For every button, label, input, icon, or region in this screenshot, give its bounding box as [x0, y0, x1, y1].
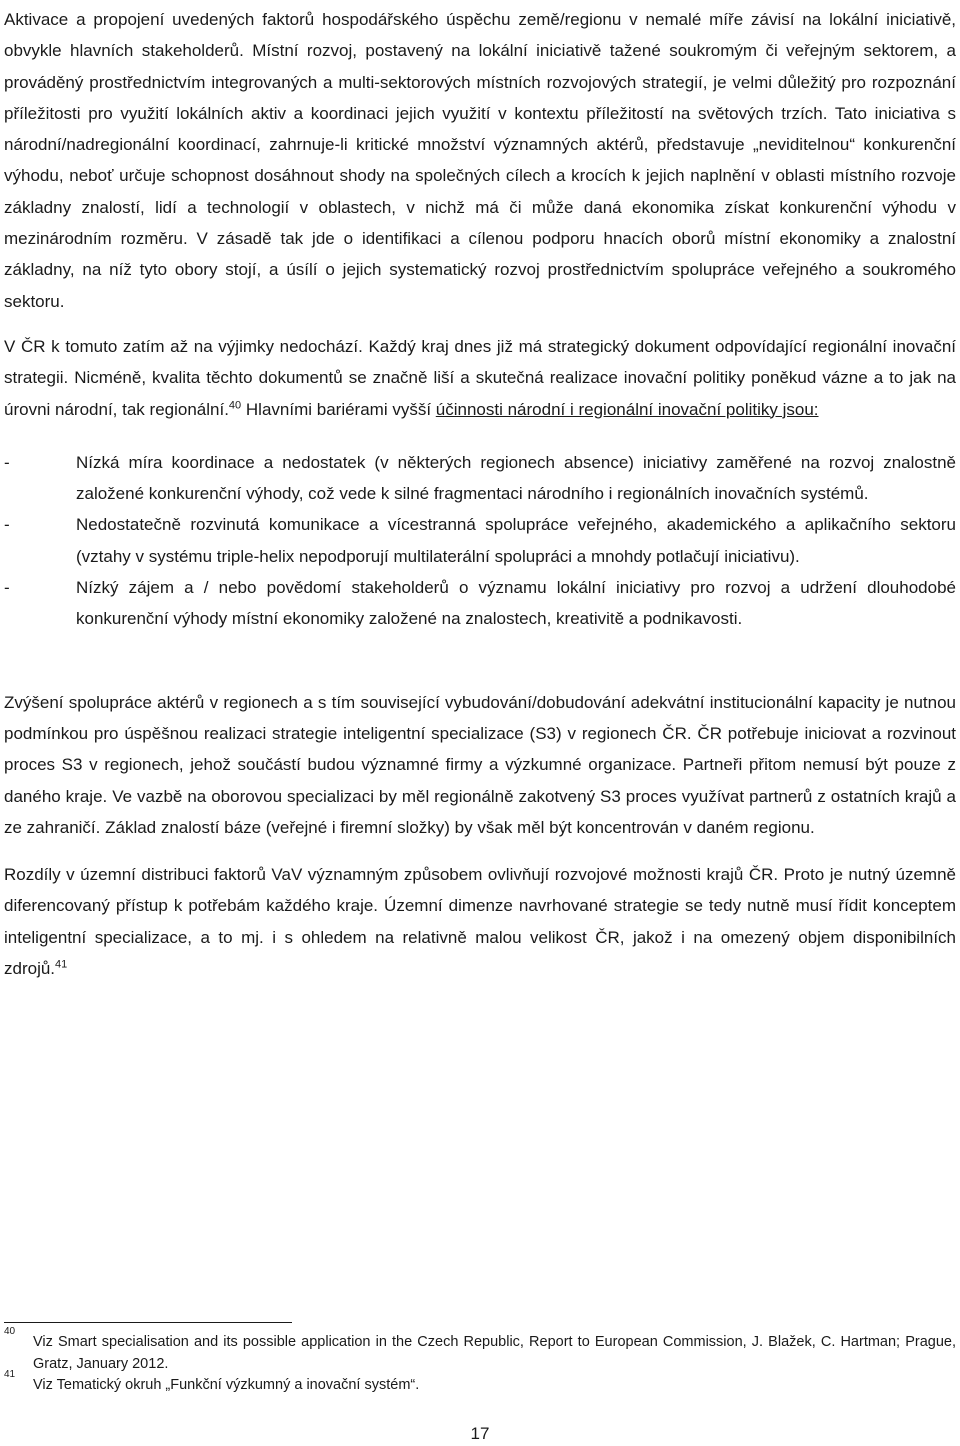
paragraph-czech-situation-text: V ČR k tomuto zatím až na výjimky nedochází. Každý kraj dnes již má strategický dokument odpovídající regionální inovační strategii. Nicméně, kvalita těchto dokumentů se značně liší a skutečná realizace inovační politiky poněkud vázne a to jak na úrovni národní, tak regionální.	[4, 336, 956, 419]
paragraph-cooperation-s3: Zvýšení spolupráce aktérů v regionech a s tím související vybudování/dobudování adekvátní institucionální kapacity je nutnou podmínkou pro úspěšnou realizaci strategie inteligentní specializace (S3) v regionech ČR. ČR potřebuje iniciovat a rozvinout proces S3 v regionech, jehož součástí budou významné firmy a výzkumné organizace. Partneři přitom nemusí být pouze z daného kraje. Ve vazbě na oborovou specializaci by měl regionálně zakotvený S3 proces využívat partnerů z ostatních krajů a ze zahraničí. Základ znalostí báze (veřejné i firemní složky) by však měl být koncentrován v daném regionu.	[4, 692, 956, 837]
footnote-41	[4, 1369, 956, 1397]
footnotes	[4, 1326, 956, 1397]
list-dash-marker: -	[4, 578, 10, 598]
paragraph-czech-situation	[4, 331, 956, 425]
footnote-text: Viz Smart specialisation and its possible application in the Czech Republic, Report to European Commission, J. Blažek, C. Hartman; Prague, Gratz, January 2012.	[33, 1334, 956, 1372]
footnote-number: 40	[4, 1326, 16, 1337]
list-item-barrier-3	[4, 572, 956, 635]
list-dash-marker: -	[4, 515, 10, 535]
barriers-intro-underlined: účinnosti národní i regionální inovační politiky jsou:	[435, 399, 819, 419]
list-dash-marker: -	[4, 452, 10, 472]
footnote-40	[4, 1326, 956, 1375]
paragraph-local-initiative: Aktivace a propojení uvedených faktorů hospodářského úspěchu země/regionu v nemalé míře závisí na lokální iniciativě, obvykle hlavních stakeholderů. Místní rozvoj, postavený na lokální iniciativě tažené soukromým či veřejným sektorem, a prováděný prostřednictvím integrovaných a multi-sektorových místních rozvojových strategií, je velmi důležitý pro rozpoznání příležitosti pro využití lokálních aktiv a koordinaci jejich využití v kontextu příležitostí na světových trzích. Tato iniciativa s národní/nadregionální koordinací, zahrnuje-li kritické množství významných aktérů, představuje „neviditelnou“ konkurenční výhodu, neboť určuje schopnost dosáhnout shody na společných cílech a krocích k jejich naplnění v oblasti místního rozvoje základny znalostí, lidí a technologií v oblastech, v nichž má či může daná ekonomika získat konkurenční výhodu v mezinárodním rozměru. V zásadě tak jde o identifikaci a cílenou podporu hnacích oborů místní ekonomiky a znalostní základny, na níž tyto obory stojí, a úsílí o jejich systematický rozvoj prostřednictvím spolupráce veřejného a soukromého sektoru.	[4, 10, 956, 311]
document-body	[4, 4, 956, 984]
list-item-barrier-1	[4, 447, 956, 510]
list-item-text: Nízká míra koordinace a nedostatek (v některých regionech absence) iniciativy zaměřené na rozvoj znalostně založené konkurenční výhody, což vede k silné fragmentaci národního i regionálních inovačních systémů.	[76, 452, 956, 504]
paragraph-czech-situation-continuation: Hlavními bariérami vyšší	[241, 399, 436, 419]
list-item-text: Nedostatečně rozvinutá komunikace a vícestranná spolupráce veřejného, akademického a aplikačního sektoru (vztahy v systému triple-helix nepodporují multilaterální spolupráci a mnohdy potlačují iniciativu).	[76, 515, 956, 566]
footnote-number: 41	[4, 1369, 16, 1380]
footnote-ref-41[interactable]: 41	[55, 958, 68, 971]
footnote-text: Viz Tematický okruh „Funkční výzkumný a inovační systém“.	[33, 1377, 420, 1393]
list-item-text: Nízký zájem a / nebo povědomí stakeholderů o významu lokální iniciativy pro rozvoj a udržení dlouhodobé konkurenční výhody místní ekonomiky založené na znalostech, kreativitě a podnikavosti.	[76, 578, 956, 629]
barriers-list	[4, 447, 956, 635]
paragraph-territorial-differences-text: Rozdíly v územní distribuci faktorů VaV významným způsobem ovlivňují rozvojové možnosti krajů ČR. Proto je nutný územně diferencovaný přístup k potřebám každého kraje. Územní dimenze navrhované strategie se tedy nutně musí řídit konceptem inteligentní specializace, a to mj. i s ohledem na relativně malou velikost ČR, jakož i na omezený objem disponibilních zdrojů.	[4, 865, 956, 979]
footnote-separator	[4, 1322, 292, 1323]
list-item-barrier-2	[4, 509, 956, 572]
page-number: 17	[470, 1424, 490, 1443]
paragraph-territorial-differences	[4, 859, 956, 984]
footnote-ref-40[interactable]: 40	[228, 398, 242, 411]
